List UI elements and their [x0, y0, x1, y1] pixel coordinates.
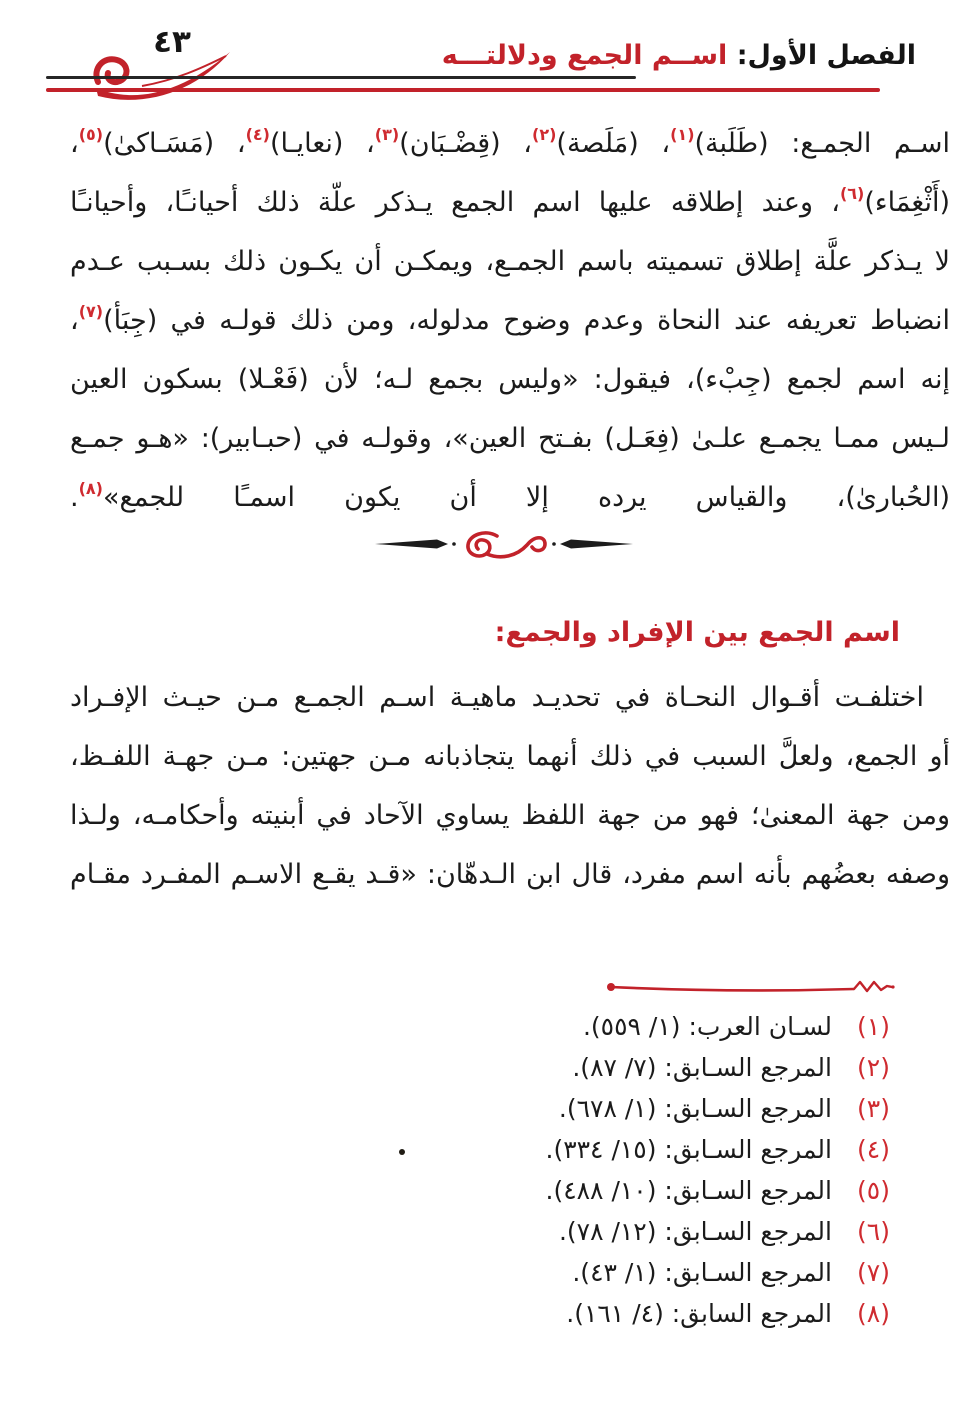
header-rule-black [46, 76, 636, 79]
footnote-item [546, 1129, 891, 1170]
footnote-text: المرجع السابق: (٤/ ١٦١). [566, 1299, 832, 1328]
section-divider-ornament [375, 530, 633, 564]
footnote-marker: (٨) [78, 479, 103, 498]
footnote-text: المرجع السـابق: (١/ ٤٣). [572, 1258, 832, 1287]
page-number: ٤٣ [153, 24, 191, 60]
text-line: أو الجمع، ولعلَّ السبب في ذلك أنهما يتجاذبانه مـن جهتين: مـن جهـة اللفـظ، [70, 741, 950, 772]
text-line: إنه اسم لجمع (جِبْء)، فيقول: «وليس بجمع لـه؛ لأن (فَعْـلا) بسكون العين [70, 364, 950, 395]
footnote-marker: (٢) [532, 125, 557, 144]
footnote-marker: (١) [670, 125, 695, 144]
chapter-heading [442, 40, 916, 71]
footnote-item [546, 1088, 891, 1129]
footnote-list [546, 1006, 891, 1334]
footnote-item [546, 1252, 891, 1293]
footnote-marker: (٦) [839, 184, 865, 203]
footnote-item [546, 1293, 891, 1334]
footnote-marker: (٤) [245, 125, 270, 144]
text-line: وصفه بعضُهم بأنه اسم مفرد، قال ابن الـدهّان: «قـد يقـع الاسـم المفـرد مقـام [70, 859, 950, 890]
header-rule-red [46, 88, 880, 92]
ink-dot [399, 1149, 405, 1155]
footnote-text: المرجع السـابق: (٧/ ٨٧). [572, 1053, 832, 1082]
text-line: لا يـذكر علَّة إطلاق تسميته باسم الجمـع، ويمكـن أن يكـون ذلك بسـبب عـدم [70, 246, 950, 277]
footnote-number: (٦) [857, 1217, 890, 1246]
text-line: اختلفـت أقـوال النحـاة في تحديـد ماهيـة اسـم الجمـع مـن حيـث الإفـراد [70, 682, 924, 713]
footnote-separator [606, 978, 896, 1002]
footnote-number: (٣) [857, 1094, 890, 1123]
footnote-item [546, 1006, 891, 1047]
footnote-number: (٤) [857, 1135, 890, 1164]
footnote-number: (٢) [857, 1053, 890, 1082]
footnote-number: (٧) [857, 1258, 890, 1287]
footnote-text: لسـان العرب: (١/ ٥٥٩). [582, 1012, 832, 1041]
footnote-marker: (٣) [374, 125, 400, 144]
text-line: اسـم الجمـع: (طَلَبة)$^{(١)}$، (مَلَصة)$^{(٢)}$، (قِضْـبَان)$^{(٣)}$، (نعايـا)$^{(٤)}$، (مَسَـاكىٰ)$^{(٥)}$، [70, 125, 950, 159]
text-line: (الحُبارىٰ)، والقياس يرده إلا أن يكون اسمـًا للجمع»$^{(٨)}$. [70, 479, 950, 513]
footnote-text: المرجع السـابق: (١٥/ ٣٣٤). [545, 1135, 832, 1164]
footnote-number: (١) [857, 1012, 890, 1041]
chapter-title: اســم الجمع ودلالتـــه [441, 40, 728, 71]
footnote-item [546, 1211, 891, 1252]
chapter-label: الفصل الأول: [736, 40, 916, 71]
footnote-item [546, 1170, 891, 1211]
footnote-number: (٥) [857, 1176, 890, 1205]
section-heading: اسم الجمع بين الإفراد والجمع: [494, 617, 900, 648]
footnote-marker: (٥) [78, 125, 104, 144]
footnote-marker: (٧) [78, 302, 104, 321]
body-paragraph-1 [70, 114, 950, 527]
footnote-text: المرجع السـابق: (١/ ٦٧٨). [558, 1094, 832, 1123]
footnote-number: (٨) [857, 1299, 890, 1328]
footnote-text: المرجع السـابق: (١٠/ ٤٨٨). [545, 1176, 832, 1205]
text-line: (أَثْغِمَاء)$^{(٦)}$، وعند إطلاقه عليها اسم الجمع يـذكر علّة ذلك أحيانـًا، وأحيانـًا [70, 184, 950, 218]
text-line: انضباط تعريفه عند النحاة وعدم وضوح مدلوله، ومن ذلك قولـه في (جِبَأ)$^{(٧)}$، [70, 302, 950, 336]
text-line: لـيس ممـا يجمـع علـىٰ (فِعَـل) بفـتح العين»، وقولـه في (حبـابير): «هـو جمـع [70, 423, 950, 454]
text-line: ومن جهة المعنىٰ؛ فهو من جهة اللفظ يساوي الآحاد في أبنيته وأحكامـه، ولـذا [70, 800, 950, 831]
footnote-text: المرجع السـابق: (١٢/ ٧٨). [558, 1217, 832, 1246]
body-paragraph-2 [70, 668, 950, 904]
footnote-item [546, 1047, 891, 1088]
